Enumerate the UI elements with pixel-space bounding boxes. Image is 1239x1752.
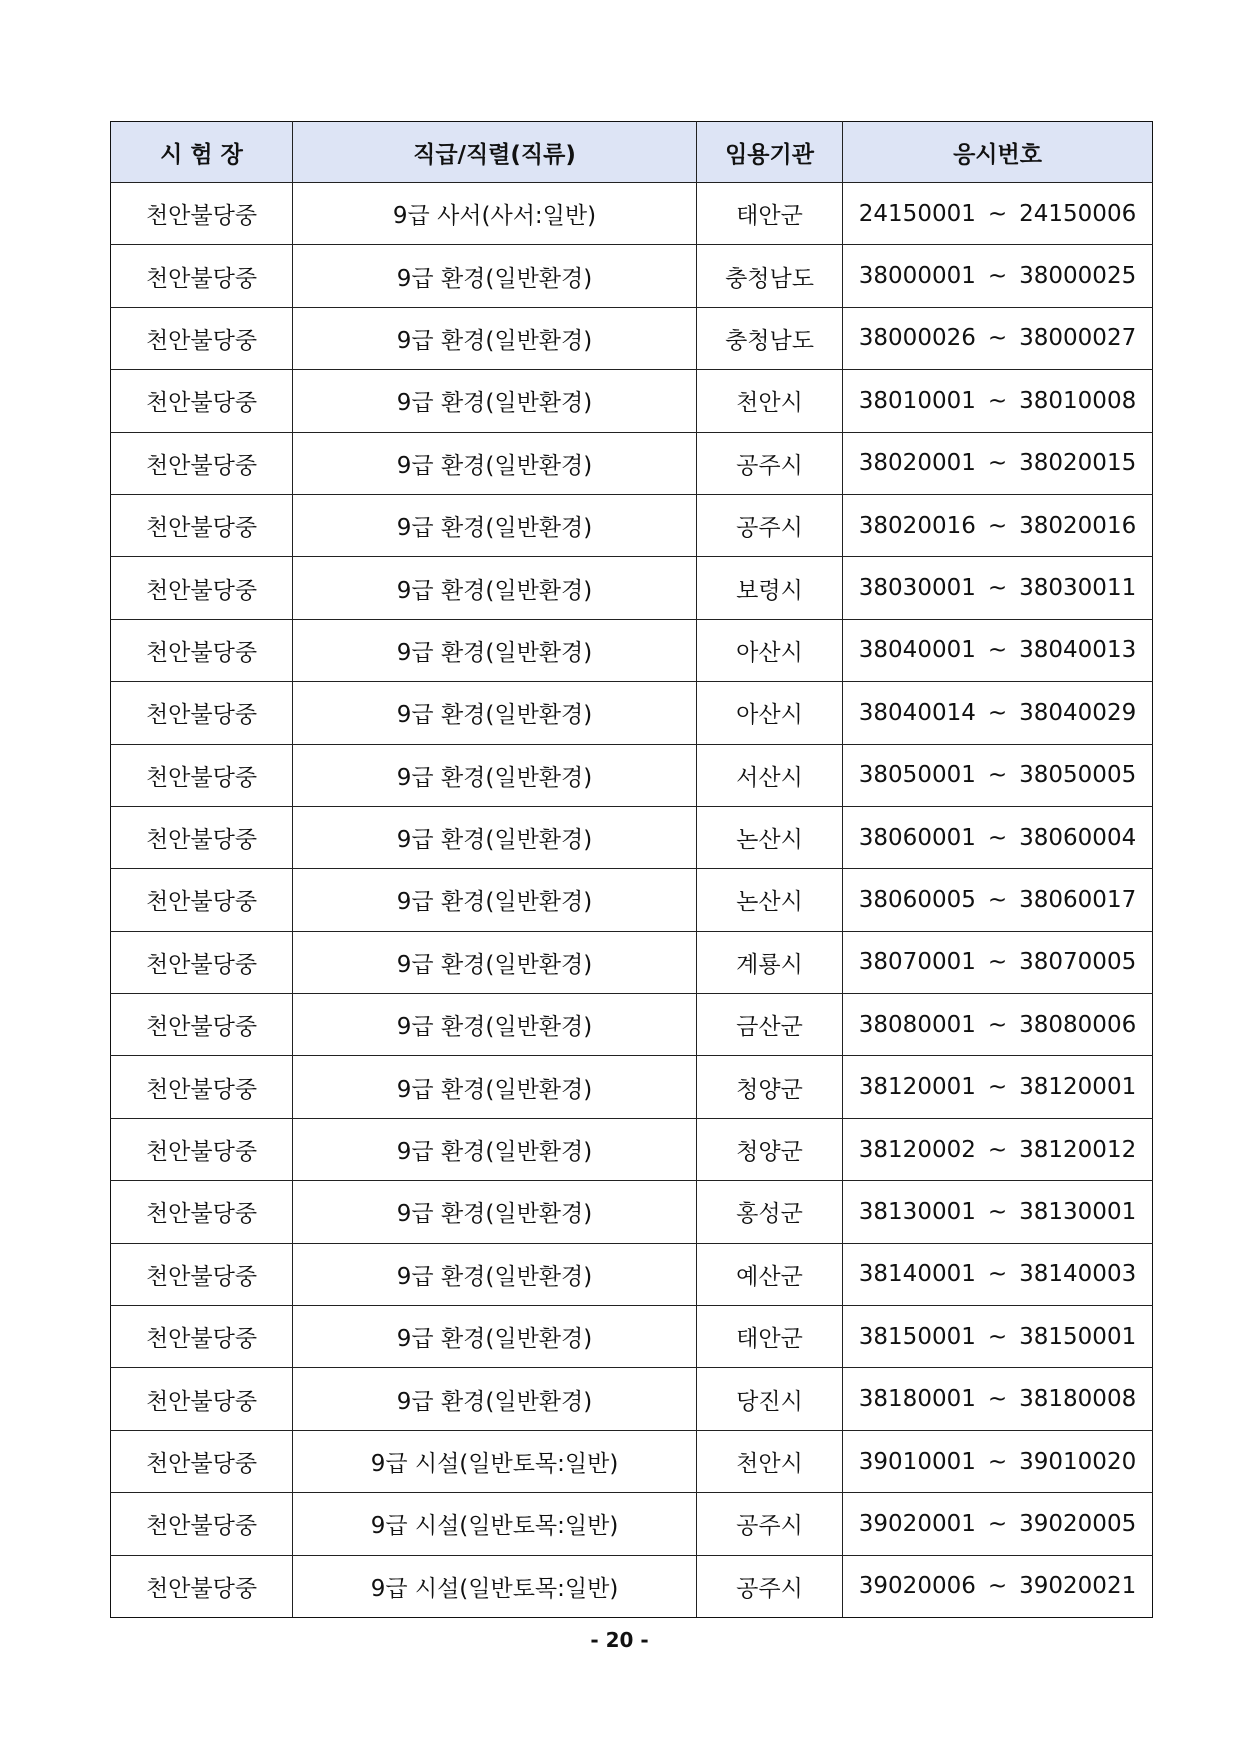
cell-exam-number bbox=[843, 1493, 1153, 1555]
range-separator: ~ bbox=[987, 1386, 1008, 1413]
cell-grade: 9급 시설(일반토목:일반) bbox=[293, 1493, 697, 1555]
table-row bbox=[111, 1306, 1153, 1368]
cell-exam-number bbox=[843, 1430, 1153, 1492]
range-separator: ~ bbox=[987, 1510, 1008, 1537]
cell-grade: 9급 환경(일반환경) bbox=[293, 994, 697, 1056]
exam-number-from: 38060001 bbox=[858, 824, 976, 851]
cell-grade: 9급 환경(일반환경) bbox=[293, 494, 697, 556]
range-separator: ~ bbox=[987, 200, 1008, 227]
cell-exam-number bbox=[843, 1368, 1153, 1430]
cell-site: 천안불당중 bbox=[111, 557, 293, 619]
range-separator: ~ bbox=[987, 949, 1008, 976]
table-header-row bbox=[111, 122, 1153, 183]
range-separator: ~ bbox=[987, 1074, 1008, 1101]
table-row bbox=[111, 432, 1153, 494]
cell-site: 천안불당중 bbox=[111, 619, 293, 681]
exam-number-to: 38070005 bbox=[1019, 949, 1137, 976]
table-row bbox=[111, 557, 1153, 619]
cell-grade: 9급 환경(일반환경) bbox=[293, 1368, 697, 1430]
range-separator: ~ bbox=[987, 263, 1008, 290]
cell-agency: 논산시 bbox=[697, 869, 843, 931]
cell-grade: 9급 환경(일반환경) bbox=[293, 931, 697, 993]
table-row bbox=[111, 682, 1153, 744]
cell-agency: 태안군 bbox=[697, 1306, 843, 1368]
cell-exam-number bbox=[843, 183, 1153, 245]
table-row bbox=[111, 1430, 1153, 1492]
cell-grade: 9급 시설(일반토목:일반) bbox=[293, 1430, 697, 1492]
cell-agency: 보령시 bbox=[697, 557, 843, 619]
cell-site: 천안불당중 bbox=[111, 1056, 293, 1118]
table-row bbox=[111, 744, 1153, 806]
exam-number-from: 39020006 bbox=[858, 1573, 976, 1600]
header-agency: 임용기관 bbox=[697, 122, 843, 183]
exam-number-to: 39020021 bbox=[1019, 1573, 1137, 1600]
exam-number-to: 38140003 bbox=[1019, 1261, 1137, 1288]
exam-number-from: 38040014 bbox=[858, 699, 976, 726]
cell-exam-number bbox=[843, 744, 1153, 806]
table-row bbox=[111, 245, 1153, 307]
cell-grade: 9급 환경(일반환경) bbox=[293, 1306, 697, 1368]
cell-site: 천안불당중 bbox=[111, 1181, 293, 1243]
range-separator: ~ bbox=[987, 325, 1008, 352]
range-separator: ~ bbox=[987, 824, 1008, 851]
exam-number-to: 38080006 bbox=[1019, 1011, 1137, 1038]
range-separator: ~ bbox=[987, 762, 1008, 789]
cell-agency: 당진시 bbox=[697, 1368, 843, 1430]
table-row bbox=[111, 1181, 1153, 1243]
cell-exam-number bbox=[843, 1243, 1153, 1305]
cell-site: 천안불당중 bbox=[111, 682, 293, 744]
table-row bbox=[111, 994, 1153, 1056]
table-row bbox=[111, 869, 1153, 931]
exam-number-from: 24150001 bbox=[858, 200, 976, 227]
exam-number-from: 38140001 bbox=[858, 1261, 976, 1288]
cell-agency: 충청남도 bbox=[697, 245, 843, 307]
exam-number-from: 38130001 bbox=[858, 1198, 976, 1225]
cell-exam-number bbox=[843, 307, 1153, 369]
cell-agency: 예산군 bbox=[697, 1243, 843, 1305]
table-row bbox=[111, 370, 1153, 432]
exam-number-from: 38050001 bbox=[858, 762, 976, 789]
table-row bbox=[111, 1555, 1153, 1617]
cell-grade: 9급 환경(일반환경) bbox=[293, 432, 697, 494]
exam-number-to: 38180008 bbox=[1019, 1386, 1137, 1413]
cell-grade: 9급 환경(일반환경) bbox=[293, 682, 697, 744]
exam-number-to: 38020016 bbox=[1019, 512, 1137, 539]
exam-number-from: 38020016 bbox=[858, 512, 976, 539]
exam-number-to: 24150006 bbox=[1019, 200, 1137, 227]
exam-number-from: 38040001 bbox=[858, 637, 976, 664]
exam-number-from: 39010001 bbox=[858, 1448, 976, 1475]
cell-agency: 공주시 bbox=[697, 1555, 843, 1617]
range-separator: ~ bbox=[987, 512, 1008, 539]
exam-table bbox=[110, 121, 1153, 1618]
range-separator: ~ bbox=[987, 575, 1008, 602]
range-separator: ~ bbox=[987, 1136, 1008, 1163]
cell-agency: 서산시 bbox=[697, 744, 843, 806]
cell-site: 천안불당중 bbox=[111, 931, 293, 993]
cell-exam-number bbox=[843, 1306, 1153, 1368]
range-separator: ~ bbox=[987, 450, 1008, 477]
cell-exam-number bbox=[843, 931, 1153, 993]
cell-agency: 공주시 bbox=[697, 432, 843, 494]
cell-grade: 9급 환경(일반환경) bbox=[293, 744, 697, 806]
cell-grade: 9급 환경(일반환경) bbox=[293, 245, 697, 307]
cell-agency: 아산시 bbox=[697, 682, 843, 744]
cell-site: 천안불당중 bbox=[111, 1493, 293, 1555]
exam-number-to: 38040029 bbox=[1019, 699, 1137, 726]
exam-number-from: 38180001 bbox=[858, 1386, 976, 1413]
cell-grade: 9급 환경(일반환경) bbox=[293, 307, 697, 369]
cell-site: 천안불당중 bbox=[111, 869, 293, 931]
header-site: 시 험 장 bbox=[111, 122, 293, 183]
cell-site: 천안불당중 bbox=[111, 1368, 293, 1430]
cell-grade: 9급 환경(일반환경) bbox=[293, 806, 697, 868]
page-number: - 20 - bbox=[590, 1628, 649, 1652]
table-row bbox=[111, 619, 1153, 681]
exam-number-to: 38030011 bbox=[1019, 575, 1137, 602]
cell-grade: 9급 환경(일반환경) bbox=[293, 557, 697, 619]
cell-site: 천안불당중 bbox=[111, 994, 293, 1056]
exam-number-to: 38120001 bbox=[1019, 1074, 1137, 1101]
exam-number-to: 38000027 bbox=[1019, 325, 1137, 352]
exam-number-to: 38060017 bbox=[1019, 886, 1137, 913]
exam-number-from: 38120001 bbox=[858, 1074, 976, 1101]
cell-agency: 아산시 bbox=[697, 619, 843, 681]
cell-exam-number bbox=[843, 370, 1153, 432]
range-separator: ~ bbox=[987, 637, 1008, 664]
cell-site: 천안불당중 bbox=[111, 245, 293, 307]
cell-agency: 천안시 bbox=[697, 370, 843, 432]
exam-number-from: 38000026 bbox=[858, 325, 976, 352]
cell-grade: 9급 환경(일반환경) bbox=[293, 869, 697, 931]
exam-number-from: 39020001 bbox=[858, 1510, 976, 1537]
cell-site: 천안불당중 bbox=[111, 183, 293, 245]
exam-number-from: 38120002 bbox=[858, 1136, 976, 1163]
header-grade: 직급/직렬(직류) bbox=[293, 122, 697, 183]
cell-agency: 천안시 bbox=[697, 1430, 843, 1492]
cell-grade: 9급 시설(일반토목:일반) bbox=[293, 1555, 697, 1617]
cell-exam-number bbox=[843, 806, 1153, 868]
exam-number-from: 38020001 bbox=[858, 450, 976, 477]
exam-number-to: 38130001 bbox=[1019, 1198, 1137, 1225]
exam-number-to: 38050005 bbox=[1019, 762, 1137, 789]
table-row bbox=[111, 1493, 1153, 1555]
cell-grade: 9급 환경(일반환경) bbox=[293, 1243, 697, 1305]
range-separator: ~ bbox=[987, 699, 1008, 726]
cell-exam-number bbox=[843, 1056, 1153, 1118]
range-separator: ~ bbox=[987, 886, 1008, 913]
table-row bbox=[111, 183, 1153, 245]
cell-exam-number bbox=[843, 432, 1153, 494]
cell-exam-number bbox=[843, 619, 1153, 681]
exam-table-container bbox=[110, 121, 1152, 1618]
cell-exam-number bbox=[843, 557, 1153, 619]
exam-number-from: 38000001 bbox=[858, 263, 976, 290]
cell-grade: 9급 환경(일반환경) bbox=[293, 1056, 697, 1118]
cell-exam-number bbox=[843, 1555, 1153, 1617]
exam-number-to: 38060004 bbox=[1019, 824, 1137, 851]
table-body bbox=[111, 183, 1153, 1618]
table-row bbox=[111, 494, 1153, 556]
exam-number-to: 39020005 bbox=[1019, 1510, 1137, 1537]
range-separator: ~ bbox=[987, 1323, 1008, 1350]
cell-site: 천안불당중 bbox=[111, 432, 293, 494]
cell-agency: 청양군 bbox=[697, 1056, 843, 1118]
cell-site: 천안불당중 bbox=[111, 1306, 293, 1368]
cell-agency: 충청남도 bbox=[697, 307, 843, 369]
table-row bbox=[111, 1368, 1153, 1430]
cell-grade: 9급 환경(일반환경) bbox=[293, 619, 697, 681]
exam-number-from: 38010001 bbox=[858, 387, 976, 414]
exam-number-to: 39010020 bbox=[1019, 1448, 1137, 1475]
table-row bbox=[111, 1243, 1153, 1305]
cell-site: 천안불당중 bbox=[111, 307, 293, 369]
cell-agency: 공주시 bbox=[697, 494, 843, 556]
cell-exam-number bbox=[843, 245, 1153, 307]
range-separator: ~ bbox=[987, 387, 1008, 414]
exam-number-to: 38010008 bbox=[1019, 387, 1137, 414]
cell-agency: 금산군 bbox=[697, 994, 843, 1056]
cell-site: 천안불당중 bbox=[111, 1243, 293, 1305]
table-row bbox=[111, 1118, 1153, 1180]
cell-exam-number bbox=[843, 869, 1153, 931]
exam-number-from: 38080001 bbox=[858, 1011, 976, 1038]
cell-exam-number bbox=[843, 994, 1153, 1056]
cell-agency: 홍성군 bbox=[697, 1181, 843, 1243]
exam-number-to: 38150001 bbox=[1019, 1323, 1137, 1350]
cell-agency: 공주시 bbox=[697, 1493, 843, 1555]
exam-number-to: 38040013 bbox=[1019, 637, 1137, 664]
exam-number-to: 38020015 bbox=[1019, 450, 1137, 477]
cell-site: 천안불당중 bbox=[111, 1555, 293, 1617]
cell-grade: 9급 환경(일반환경) bbox=[293, 1118, 697, 1180]
cell-agency: 청양군 bbox=[697, 1118, 843, 1180]
exam-number-to: 38120012 bbox=[1019, 1136, 1137, 1163]
cell-agency: 계룡시 bbox=[697, 931, 843, 993]
header-exam-number: 응시번호 bbox=[843, 122, 1153, 183]
exam-number-from: 38150001 bbox=[858, 1323, 976, 1350]
cell-site: 천안불당중 bbox=[111, 744, 293, 806]
cell-grade: 9급 환경(일반환경) bbox=[293, 1181, 697, 1243]
range-separator: ~ bbox=[987, 1448, 1008, 1475]
cell-site: 천안불당중 bbox=[111, 806, 293, 868]
cell-exam-number bbox=[843, 682, 1153, 744]
cell-site: 천안불당중 bbox=[111, 1118, 293, 1180]
exam-number-from: 38030001 bbox=[858, 575, 976, 602]
table-row bbox=[111, 1056, 1153, 1118]
exam-number-from: 38070001 bbox=[858, 949, 976, 976]
cell-exam-number bbox=[843, 1181, 1153, 1243]
cell-grade: 9급 사서(사서:일반) bbox=[293, 183, 697, 245]
cell-site: 천안불당중 bbox=[111, 1430, 293, 1492]
cell-exam-number bbox=[843, 1118, 1153, 1180]
exam-number-to: 38000025 bbox=[1019, 263, 1137, 290]
cell-agency: 태안군 bbox=[697, 183, 843, 245]
cell-agency: 논산시 bbox=[697, 806, 843, 868]
range-separator: ~ bbox=[987, 1011, 1008, 1038]
cell-site: 천안불당중 bbox=[111, 494, 293, 556]
cell-grade: 9급 환경(일반환경) bbox=[293, 370, 697, 432]
range-separator: ~ bbox=[987, 1261, 1008, 1288]
cell-exam-number bbox=[843, 494, 1153, 556]
exam-number-from: 38060005 bbox=[858, 886, 976, 913]
range-separator: ~ bbox=[987, 1198, 1008, 1225]
range-separator: ~ bbox=[987, 1573, 1008, 1600]
cell-site: 천안불당중 bbox=[111, 370, 293, 432]
table-row bbox=[111, 806, 1153, 868]
table-row bbox=[111, 931, 1153, 993]
table-row bbox=[111, 307, 1153, 369]
